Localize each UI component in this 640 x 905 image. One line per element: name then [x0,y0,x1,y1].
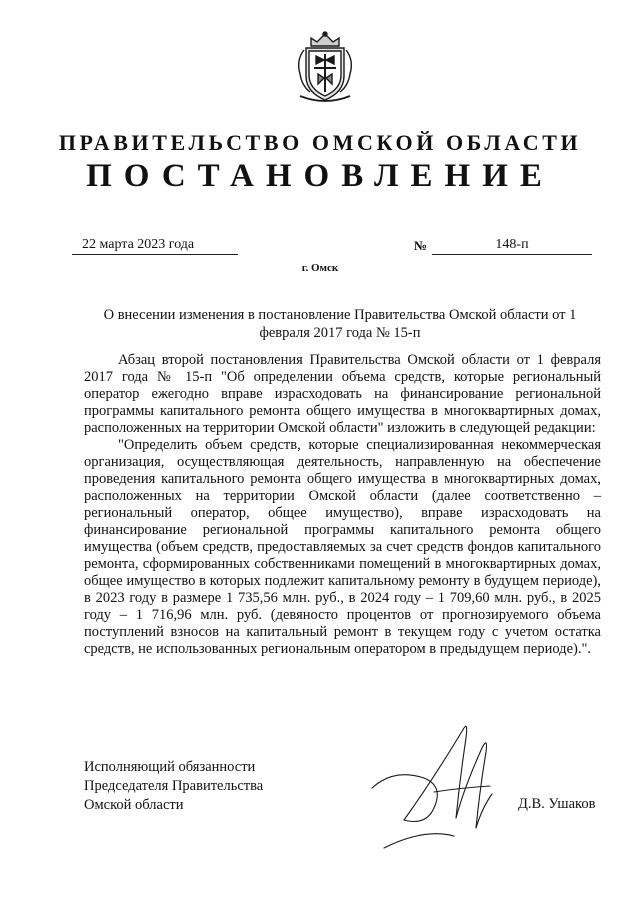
document-type: ПОСТАНОВЛЕНИЕ [86,158,554,194]
document-number: 148-п [432,236,592,255]
position-line-2: Председателя Правительства [84,778,264,794]
position-line-1: Исполняющий обязанности [84,759,256,775]
body-paragraph-1: Абзац второй постановления Правительства Омской области от 1 февраля 2017 года № 15-п "Об определении объема средств, которые региональный оператор ежегодно вправе израсходовать на финансирование региональной программы капитального ремонта общего имущества в многоквартирных домах, расположенных на территории Омской области" изложить в следующей редакции: [84,352,601,436]
document-body [84,352,601,658]
city: г. Омск [301,262,339,274]
signatory-position [84,758,263,815]
document-date: 22 марта 2023 года [72,236,238,255]
document-title: О внесении изменения в постановление Правительства Омской области от 1 февраля 2017 года № 15-п [103,307,577,341]
signatory-name: Д.В. Ушаков [518,796,596,812]
handwritten-signature [364,708,514,858]
number-sign: № [414,238,428,253]
organization-name: ПРАВИТЕЛЬСТВО ОМСКОЙ ОБЛАСТИ [58,130,582,155]
position-line-3: Омской области [84,797,184,813]
body-paragraph-2: "Определить объем средств, которые специализированная некоммерческая организация, осуществляющая деятельность, направленную на обеспечение проведения капитального ремонта общего имущества в многоквартирных домах, расположенных на территории Омской области (далее соответственно – региональный оператор, общее имущество), вправе израсходовать на финансирование региональной программы капитального ремонта общего имущества (объем средств, предоставляемых за счет средств фондов капитального ремонта, сформированных собственниками помещений в многоквартирных домах, общее имущество в которых подлежит капитальному ремонту в будущем периоде), в 2023 году в размере 1 735,56 млн. руб., в 2024 году – 1 709,60 млн. руб., в 2025 году – 1 716,96 млн. руб. (девяносто процентов от прогнозируемого объема поступлений взносов на капитальный ремонт в текущем году с учетом остатка средств, не использованных региональным оператором в предыдущем периоде).". [84,437,601,657]
coat-of-arms-icon [294,30,356,106]
